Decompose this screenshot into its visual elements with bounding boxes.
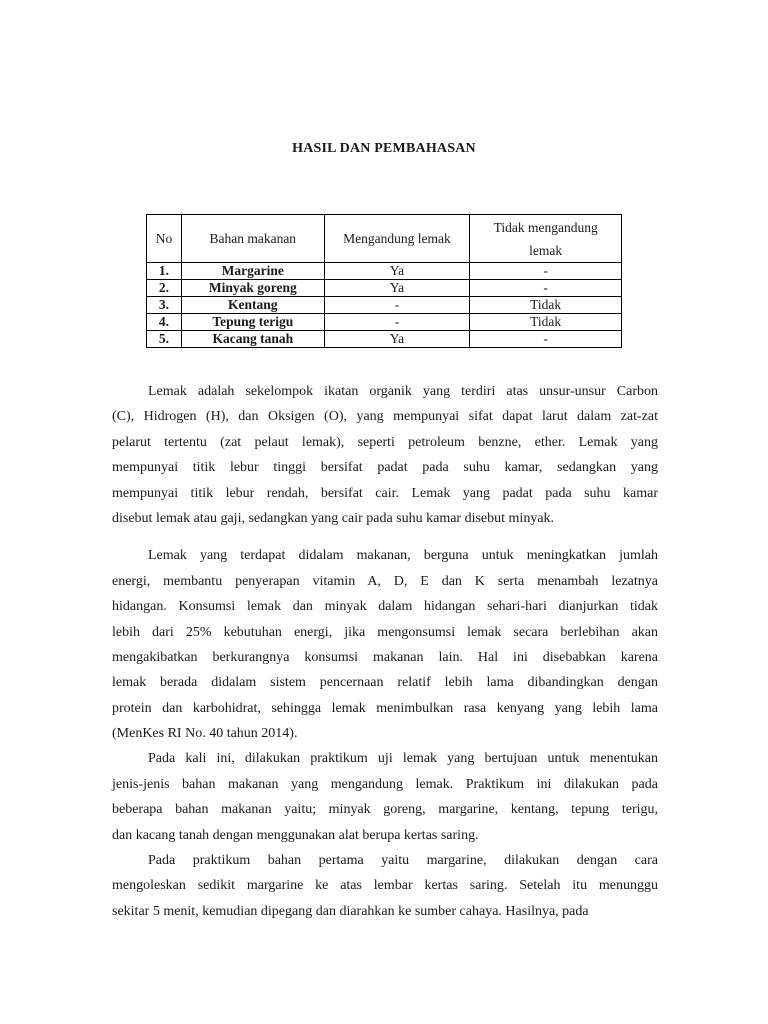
table-row xyxy=(147,331,622,348)
cell-tidak-mengandung: - xyxy=(470,263,622,280)
cell-mengandung: Ya xyxy=(324,280,470,297)
table-row xyxy=(147,314,622,331)
header-no: No xyxy=(147,215,182,263)
paragraph-line: Pada kali ini, dilakukan praktikum uji lemak yang bertujuan untuk menentukan xyxy=(148,751,658,767)
paragraph xyxy=(112,746,658,848)
paragraph-line: mengoleskan sedikit margarine ke atas lembar kertas saring. Setelah itu menunggu xyxy=(112,878,658,894)
header-tidak-line1: Tidak mengandung xyxy=(493,219,598,235)
paragraph-line: hidangan. Konsumsi lemak dan minyak dalam hidangan sehari-hari dianjurkan tidak xyxy=(112,599,658,615)
table-body xyxy=(147,263,622,348)
table-header-row xyxy=(147,215,622,263)
paragraph-line: lebih dari 25% kebutuhan energi, jika mengonsumsi lemak secara berlebihan akan xyxy=(112,624,658,640)
cell-no: 3. xyxy=(147,297,182,314)
paragraph-line: mempunyai titik lebur rendah, bersifat cair. Lemak yang padat pada suhu kamar xyxy=(112,485,658,501)
header-tidak-mengandung-lemak xyxy=(470,215,622,263)
paragraph-line: Lemak yang terdapat didalam makanan, berguna untuk meningkatkan jumlah xyxy=(148,548,658,564)
paragraph-line: disebut lemak atau gaji, sedangkan yang cair pada suhu kamar disebut minyak. xyxy=(112,510,555,526)
paragraph-line: (MenKes RI No. 40 tahun 2014). xyxy=(112,726,298,742)
paragraph xyxy=(112,848,658,924)
paragraph-line: pelarut tertentu (zat pelaut lemak), seperti petroleum benzne, ether. Lemak yang xyxy=(112,434,658,450)
table-row xyxy=(147,263,622,280)
cell-bahan-makanan: Margarine xyxy=(181,263,324,280)
cell-tidak-mengandung: - xyxy=(470,331,622,348)
paragraph-line: dan kacang tanah dengan menggunakan alat berupa kertas saring. xyxy=(112,827,479,843)
document-title: HASIL DAN PEMBAHASAN xyxy=(292,141,476,156)
paragraph-line: sekitar 5 menit, kemudian dipegang dan diarahkan ke sumber cahaya. Hasilnya, pada xyxy=(112,903,589,919)
table-row xyxy=(147,280,622,297)
paragraph-line: Lemak adalah sekelompok ikatan organik yang terdiri atas unsur-unsur Carbon xyxy=(148,384,658,399)
results-table xyxy=(146,214,622,348)
paragraph-line: protein dan karbohidrat, sehingga lemak menimbulkan rasa kenyang yang lebih lama xyxy=(112,700,658,716)
cell-no: 5. xyxy=(147,331,182,348)
cell-no: 4. xyxy=(147,314,182,331)
paragraph xyxy=(112,379,658,531)
cell-mengandung: - xyxy=(324,314,470,331)
cell-mengandung: - xyxy=(324,297,470,314)
cell-tidak-mengandung: Tidak xyxy=(470,314,622,331)
cell-mengandung: Ya xyxy=(324,331,470,348)
paragraph-line: lemak berada didalam sistem pencernaan relatif lebih lama dibandingkan dengan xyxy=(112,675,658,691)
paragraph-line: beberapa bahan makanan yaitu; minyak goreng, margarine, kentang, tepung terigu, xyxy=(112,802,658,818)
header-mengandung-lemak: Mengandung lemak xyxy=(324,215,470,263)
header-tidak-line2: lemak xyxy=(529,242,563,258)
cell-mengandung: Ya xyxy=(324,263,470,280)
paragraph-line: mempunyai titik lebur tinggi bersifat padat pada suhu kamar, sedangkan yang xyxy=(112,460,658,476)
cell-tidak-mengandung: Tidak xyxy=(470,297,622,314)
paragraph-line: jenis-jenis bahan makanan yang mengandung lemak. Praktikum ini dilakukan pada xyxy=(112,776,658,792)
cell-bahan-makanan: Kentang xyxy=(181,297,324,314)
paragraph-line: energi, membantu penyerapan vitamin A, D, E dan K serta menambah lezatnya xyxy=(112,573,658,589)
body-text xyxy=(112,379,658,924)
table-row xyxy=(147,297,622,314)
cell-tidak-mengandung: - xyxy=(470,280,622,297)
paragraph xyxy=(112,543,658,746)
cell-no: 2. xyxy=(147,280,182,297)
cell-bahan-makanan: Minyak goreng xyxy=(181,280,324,297)
paragraph-line: (C), Hidrogen (H), dan Oksigen (O), yang mempunyai sifat dapat larut dalam zat-zat xyxy=(112,409,658,425)
cell-no: 1. xyxy=(147,263,182,280)
paragraph-line: mengakibatkan berkurangnya konsumsi makanan lain. Hal ini disebabkan karena xyxy=(112,649,658,665)
header-bahan-makanan: Bahan makanan xyxy=(181,215,324,263)
cell-bahan-makanan: Kacang tanah xyxy=(181,331,324,348)
cell-bahan-makanan: Tepung terigu xyxy=(181,314,324,331)
paragraph-line: Pada praktikum bahan pertama yaitu margarine, dilakukan dengan cara xyxy=(148,853,658,869)
